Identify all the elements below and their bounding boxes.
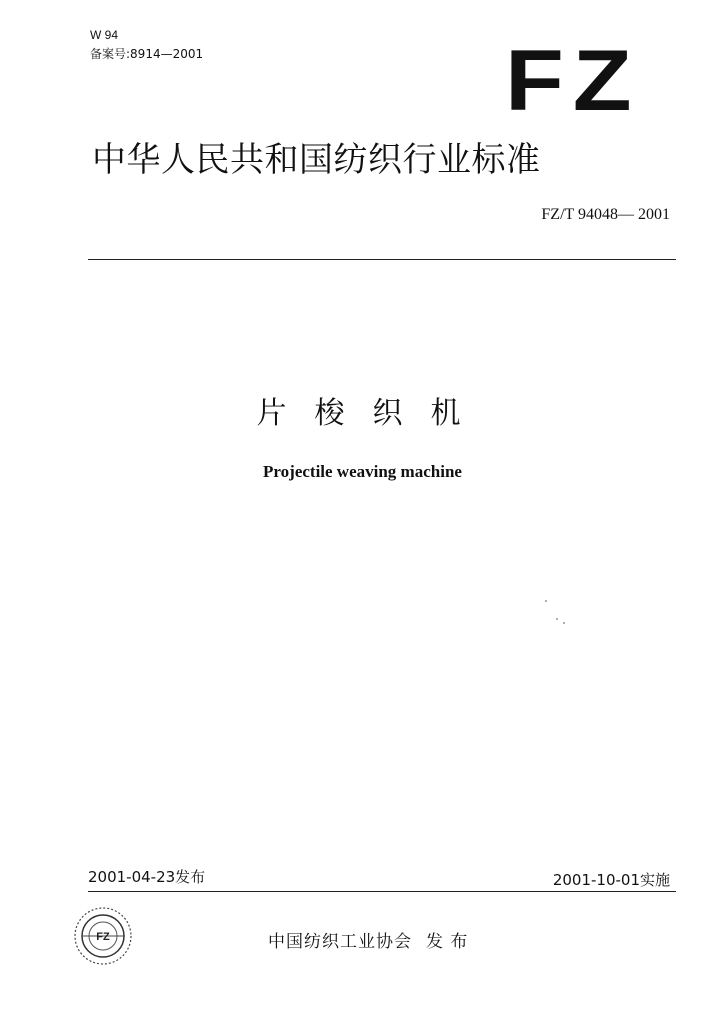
standard-title: 中华人民共和国纺织行业标准 xyxy=(92,140,541,180)
scan-speck xyxy=(545,600,547,602)
bottom-divider xyxy=(88,891,676,892)
document-title-chinese: 片梭织机 xyxy=(256,396,489,431)
standard-code: FZ/T 94048— 2001 xyxy=(541,206,670,223)
seal-text: FZ xyxy=(96,931,110,943)
scan-speck xyxy=(563,622,565,624)
issue-date: 2001-04-23发布 xyxy=(88,868,206,886)
publisher-line xyxy=(268,927,468,952)
scan-speck xyxy=(556,618,558,620)
fz-logo: FZ xyxy=(505,33,641,129)
record-number: 备案号:8914—2001 xyxy=(90,47,204,61)
classification-code: W 94 xyxy=(90,28,119,42)
effective-date: 2001-10-01实施 xyxy=(552,871,670,889)
publisher-seal-icon xyxy=(72,905,134,967)
top-divider xyxy=(88,259,676,260)
publisher-name: 中国纺织工业协会 xyxy=(268,932,412,952)
document-title-english: Projectile weaving machine xyxy=(263,462,462,481)
publish-label: 发 布 xyxy=(426,932,469,952)
